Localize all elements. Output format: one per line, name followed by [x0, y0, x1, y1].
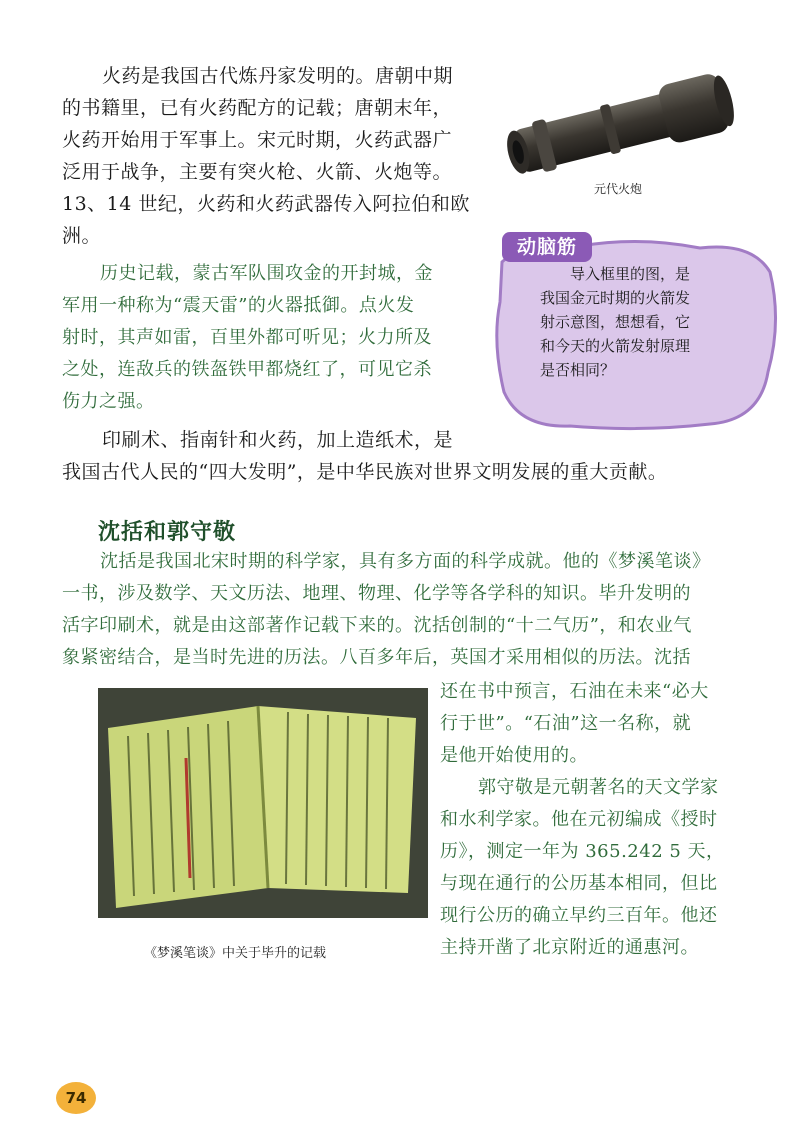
guo-shoujing-paragraph: [440, 772, 780, 964]
text-line: 印刷术、指南针和火药，加上造纸术，是: [102, 429, 454, 451]
text-line: 军用一种称为“震天雷”的火器抵御。点火发: [62, 295, 415, 316]
think-box-title: 动脑筋: [502, 232, 592, 262]
text-line: 现行公历的确立早约三百年。他还: [440, 905, 718, 926]
text-line: 我国古代人民的“四大发明”，是中华民族对世界文明发展的重大贡献。: [62, 461, 668, 483]
text-line: 洲。: [62, 225, 102, 247]
text-line: 导入框里的图，是: [570, 265, 691, 283]
text-line: 还在书中预言，石油在未来“必大: [440, 681, 709, 702]
text-line: 郭守敬是元朝著名的天文学家: [478, 777, 719, 798]
text-line: 射时，其声如雷，百里外都可听见；火力所及: [62, 327, 432, 348]
gunpowder-paragraph: [62, 60, 482, 252]
text-line: 射示意图，想想看，它: [540, 313, 691, 331]
section-heading: 沈括和郭守敬: [98, 520, 237, 545]
yuan-cannon-photo: [495, 66, 750, 176]
history-note: [62, 258, 482, 418]
text-line: 行于世”。“石油”这一名称，就: [440, 713, 692, 734]
text-line: 火药是我国古代炼丹家发明的。唐朝中期: [102, 65, 454, 87]
cannon-caption: 元代火炮: [594, 182, 643, 196]
text-line: 是他开始使用的。: [440, 745, 588, 766]
text-line: 是否相同？: [540, 361, 616, 379]
text-line: 13、14 世纪，火药和火药武器传入阿拉伯和欧: [62, 193, 470, 215]
text-line: 的书籍里，已有火药配方的记载；唐朝末年，: [62, 97, 453, 119]
four-inventions-paragraph: [62, 424, 762, 488]
think-box-text: [540, 262, 745, 382]
text-line: 一书，涉及数学、天文历法、地理、物理、化学等各学科的知识。毕升发明的: [62, 583, 691, 604]
text-line: 之处，连敌兵的铁盔铁甲都烧红了，可见它杀: [62, 359, 432, 380]
text-line: 火药开始用于军事上。宋元时期，火药武器广: [62, 129, 453, 151]
text-line: 我国金元时期的火箭发: [540, 289, 691, 307]
text-line: 泛用于战争，主要有突火枪、火箭、火炮等。: [62, 161, 453, 183]
text-line: 和今天的火箭发射原理: [540, 337, 691, 355]
text-line: 沈括是我国北宋时期的科学家，具有多方面的科学成就。他的《梦溪笔谈》: [100, 551, 711, 572]
page-number-badge: 74: [56, 1082, 96, 1114]
text-line: 主持开凿了北京附近的通惠河。: [440, 937, 699, 958]
mengxi-bitan-book-photo: [98, 688, 428, 918]
shen-kuo-paragraph: [62, 546, 772, 674]
text-line: 活字印刷术，就是由这部著作记载下来的。沈括创制的“十二气历”，和农业气: [62, 615, 692, 636]
shen-kuo-continuation: [440, 676, 780, 772]
text-line: 与现在通行的公历基本相同，但比: [440, 873, 718, 894]
book-caption: 《梦溪笔谈》中关于毕升的记载: [144, 946, 327, 961]
text-line: 和水利学家。他在元初编成《授时: [440, 809, 718, 830]
text-line: 历》，测定一年为 365.242 5 天，: [440, 841, 725, 862]
text-line: 伤力之强。: [62, 391, 155, 412]
text-line: 象紧密结合，是当时先进的历法。八百多年后，英国才采用相似的历法。沈括: [62, 647, 691, 668]
text-line: 历史记载，蒙古军队围攻金的开封城，金: [100, 263, 433, 284]
